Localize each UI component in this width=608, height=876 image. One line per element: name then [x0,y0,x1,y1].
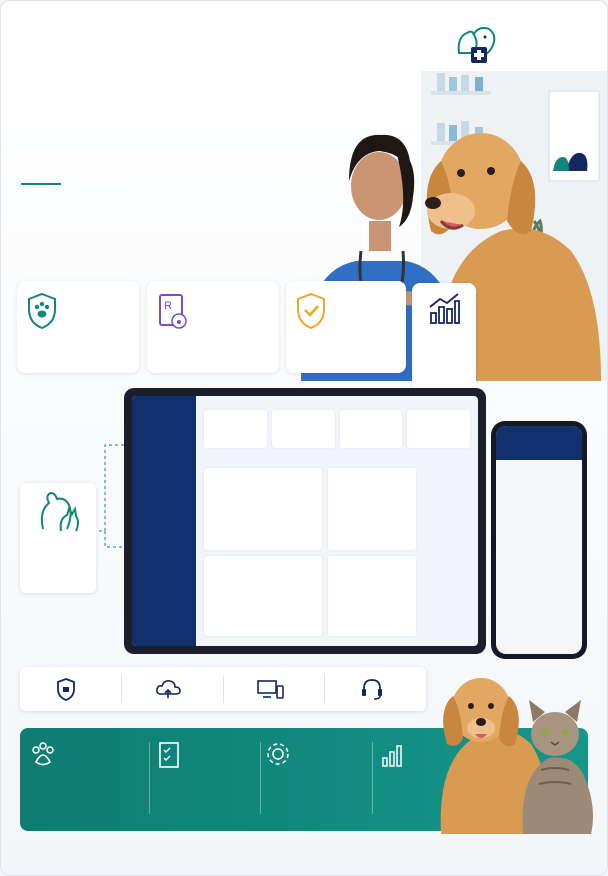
band-divider [260,742,261,814]
laptop-mockup [124,388,486,654]
strip-item-support [325,675,426,703]
shield-icon [55,677,77,701]
species-donut-chart [209,565,259,615]
stat-card [407,410,470,448]
dog-and-cat-illustration [431,666,606,834]
cloud-icon [155,678,181,700]
benefit-reduce-errors [188,742,260,747]
benefit-save-time [296,742,368,747]
dashboard-main [196,396,478,646]
species-distribution-panel [204,556,322,636]
devices-icon [256,678,284,700]
dashboard-sidebar [132,396,196,646]
multi-species-card [20,483,96,593]
stat-card [272,410,335,448]
dashboard-screen [132,396,478,646]
feature-card-medication-tracking [17,281,139,373]
band-divider [149,742,150,814]
phone-mockup [491,421,587,659]
strip-item-secure [20,675,122,703]
prescription-overview-panel [204,468,322,550]
benefits-strip [20,667,426,711]
svg-text:R: R [164,300,172,312]
headset-icon [361,677,383,701]
divider [21,183,61,185]
phone-screen [496,426,582,654]
feature-card-compliance [286,281,406,373]
paw-shield-icon [25,291,59,331]
strip-item-cloud [122,675,224,703]
brand-logo [453,23,507,67]
expiring-soon-panel [328,556,416,636]
benefit-patient-care [65,742,147,747]
strip-item-access [224,675,326,703]
stat-card [340,410,403,448]
phone-header [496,426,582,460]
bar-chart-icon [427,291,461,327]
growth-chart-icon [380,740,406,770]
prescription-line-chart [209,473,317,541]
prescription-icon [155,291,189,331]
vet-care-logo-icon [453,23,501,67]
checklist-icon [157,740,183,772]
stats-row [204,410,470,448]
stat-card [204,410,267,448]
gear-icon [264,740,292,768]
top-medications-panel [328,468,416,550]
paw-icon [28,740,58,770]
dog-cat-icon [37,489,79,535]
feature-card-prescriptions [147,281,279,373]
check-shield-icon [294,291,328,331]
